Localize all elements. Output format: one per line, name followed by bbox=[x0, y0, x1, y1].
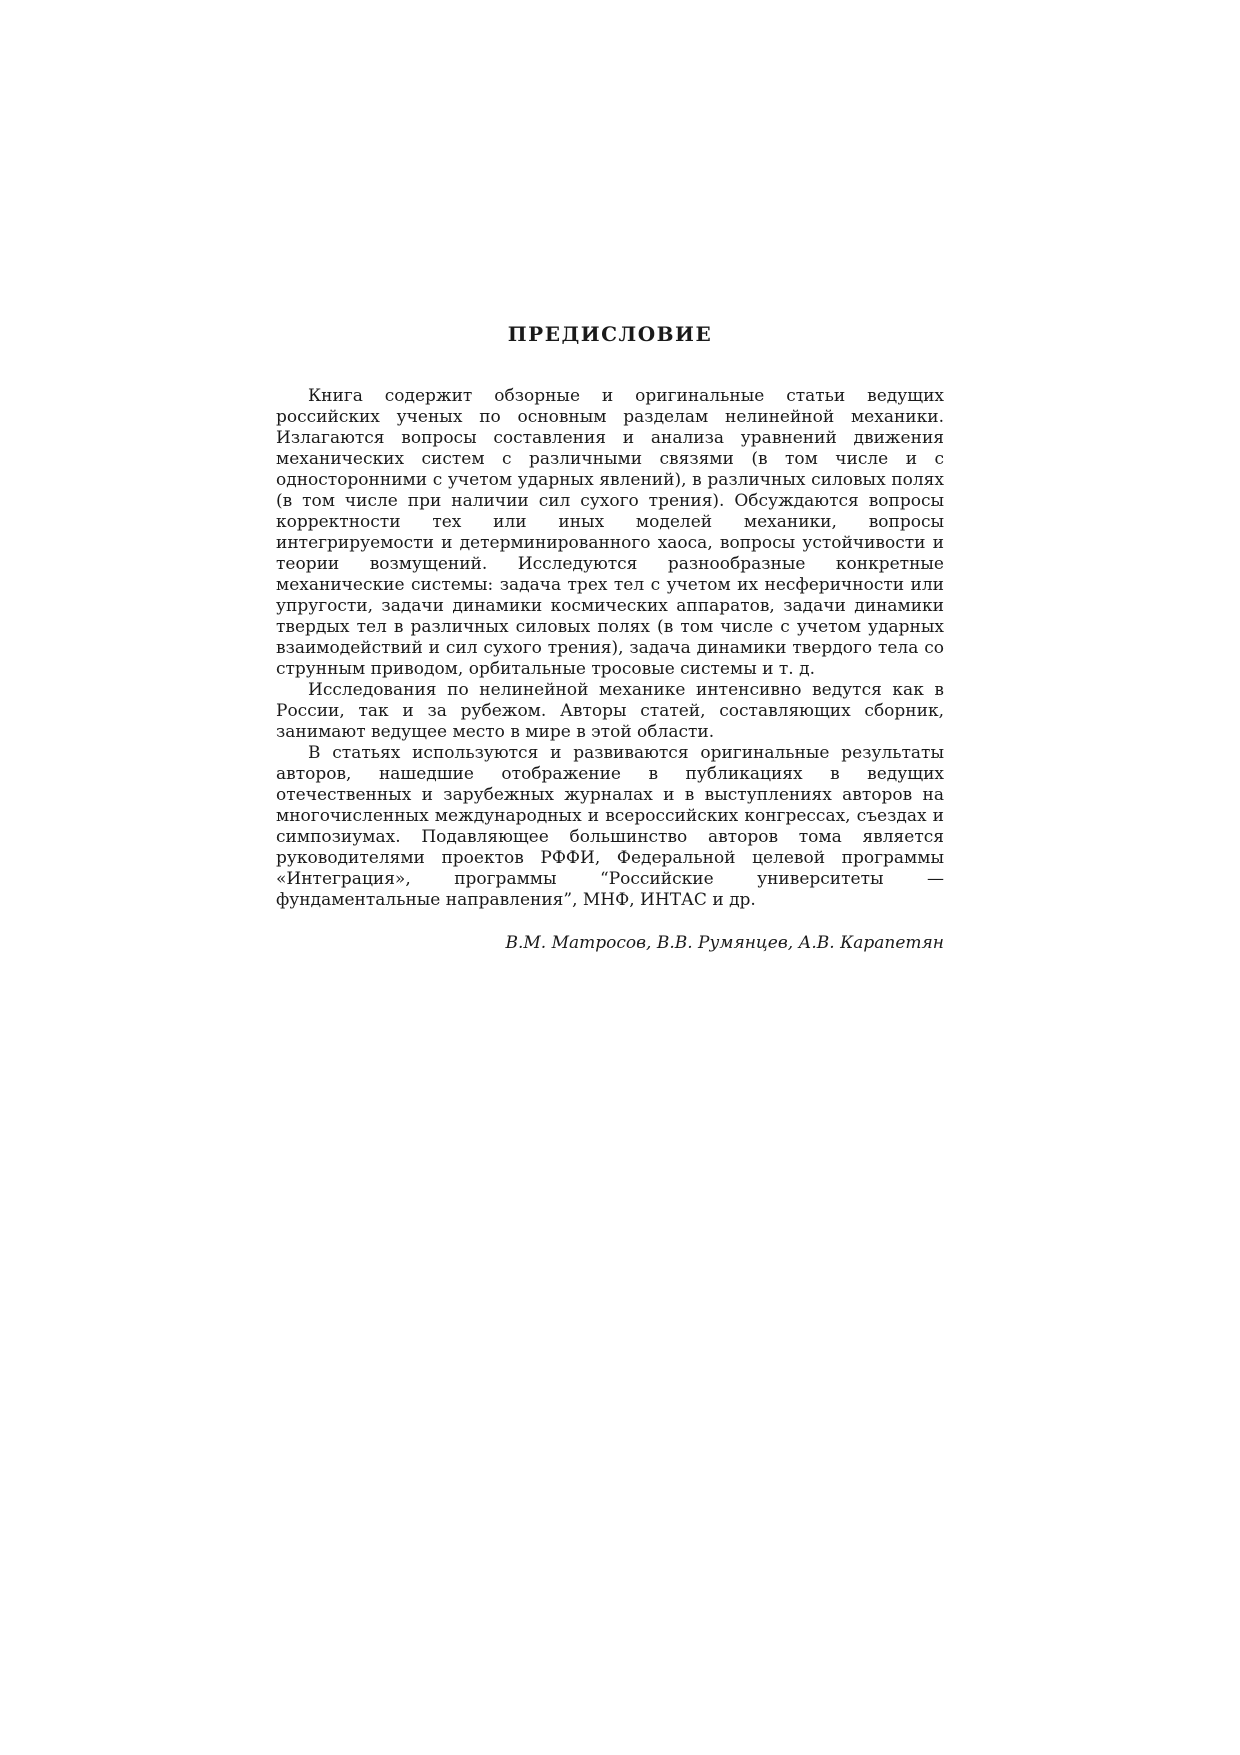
preface-title: ПРЕДИСЛОВИЕ bbox=[507, 322, 713, 346]
preface-section bbox=[276, 322, 944, 954]
preface-paragraph-1: Книга содержит обзорные и оригинальные статьи ведущих российских ученых по основным разделам нелинейной механики. Излагаются вопросы составления и анализа уравнений движения механических систем с различными связями (в том числе и с односторонними с учетом ударных явлений), в различных силовых полях (в том числе при наличии сил сухого трения). Обсуждаются вопросы корректности тех или иных моделей механики, вопросы интегрируемости и детерминированного хаоса, вопросы устойчивости и теории возмущений. Исследуются разнообразные конкретные механические системы: задача трех тел с учетом их несферичности или упругости, задачи динамики космических аппаратов, задачи динамики твердых тел в различных силовых полях (в том числе с учетом ударных взаимодействий и сил сухого трения), задача динамики твердого тела со струнным приводом, орбитальные тросовые системы и т. д. bbox=[276, 386, 944, 679]
preface-paragraph-2: Исследования по нелинейной механике интенсивно ведутся как в России, так и за рубежом. Авторы статей, составляющих сборник, занимают ведущее место в мире в этой области. bbox=[276, 680, 944, 742]
preface-paragraph-3: В статьях используются и развиваются оригинальные результаты авторов, нашедшие отображение в публикациях в ведущих отечественных и зарубежных журналах и в выступлениях авторов на многочисленных международных и всероссийских конгрессах, съездах и симпозиумах. Подавляющее большинство авторов тома является руководителями проектов РФФИ, Федеральной целевой программы «Интеграция», программы “Российские университеты — фундаментальные направления”, МНФ, ИНТАС и др. bbox=[276, 743, 944, 910]
preface-authors: В.М. Матросов, В.В. Румянцев, А.В. Карапетян bbox=[505, 933, 944, 953]
